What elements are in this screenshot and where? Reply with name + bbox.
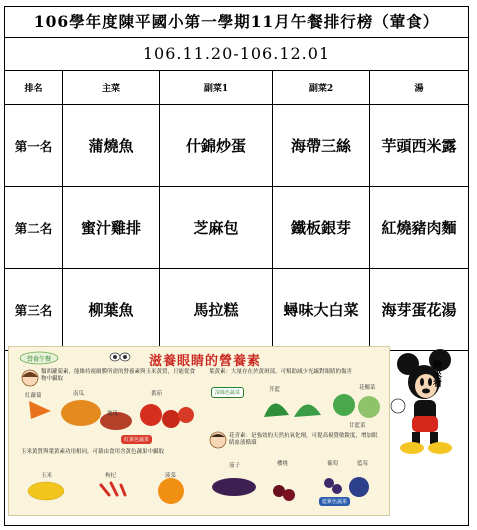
side1-cell: 馬拉糕 <box>160 269 273 351</box>
food-label: 花椰菜 <box>359 385 376 391</box>
left-text: 類胡蘿蔔素，能維持視網膜所需的營養素與玉米黃質，只能從食物中攝取 <box>41 369 196 382</box>
table-row <box>5 269 468 351</box>
header-main: 主菜 <box>63 70 160 105</box>
badge-dark-green: 深綠色蔬菜 <box>211 387 244 398</box>
right-text: 葉黃素：大量存在於黃斑部，可幫助減少光線對眼睛的傷害 <box>209 369 353 375</box>
food-label: 玉米 <box>41 473 53 479</box>
badge-blue-purple: 藍紫色蔬果 <box>319 497 350 506</box>
right-text-2: 花青素：是強效的天然抗氧化劑，可提高視覺敏銳度，增加眼睛血液循環 <box>229 433 378 446</box>
mickey-icon <box>390 346 465 456</box>
table-row <box>5 105 468 187</box>
poster-title: 滋養眼睛的營養素 <box>149 354 262 369</box>
side2-cell: 海帶三絲 <box>273 105 370 187</box>
mickey-figure <box>390 346 465 456</box>
food-label: 藍莓 <box>357 461 369 467</box>
nutrition-poster <box>8 346 390 516</box>
soup-cell: 海芽蛋花湯 <box>370 269 469 351</box>
soup-cell: 紅燒豬肉麵 <box>370 187 469 269</box>
food-label: 茄子 <box>229 463 241 469</box>
side2-cell: 蟳味大白菜 <box>273 269 370 351</box>
food-label: 甘藍菜 <box>349 423 366 429</box>
food-label: 菠菜 <box>165 473 177 479</box>
eyes-icon <box>109 349 131 365</box>
header-side1: 副菜1 <box>160 70 273 105</box>
food-label: 葡萄 <box>327 461 339 467</box>
badge-red-yellow: 紅黃色蔬果 <box>121 435 152 444</box>
header-rank: 排名 <box>5 70 63 105</box>
table-header-row <box>5 70 468 105</box>
food-label: 芥藍 <box>269 387 281 393</box>
rank-cell: 第一名 <box>5 105 63 187</box>
mickey-caption: 快來看 <box>431 360 441 387</box>
ranking-table <box>5 70 468 351</box>
left-text-2: 玉米黃質與葉黃素功用相同，可藉由食用含黃色蔬果中攝取 <box>21 449 165 455</box>
main-dish-cell: 蒲燒魚 <box>63 105 160 187</box>
main-dish-cell: 蜜汁雞排 <box>63 187 160 269</box>
side1-cell: 芝麻包 <box>160 187 273 269</box>
food-label: 枸杞 <box>105 473 117 479</box>
girl-icon <box>21 369 39 387</box>
poster-logo <box>19 351 59 365</box>
header-side2: 副菜2 <box>273 70 370 105</box>
side2-cell: 鐵板銀芽 <box>273 187 370 269</box>
logo-label: 營養午餐 <box>27 356 52 363</box>
header-soup: 湯 <box>370 70 469 105</box>
food-label: 地瓜 <box>107 411 119 417</box>
page-title: 106學年度陳平國小第一學期11月午餐排行榜（葷食） <box>5 7 468 38</box>
food-label: 南瓜 <box>73 391 85 397</box>
food-label: 番茄 <box>151 391 163 397</box>
food-label: 櫻桃 <box>277 461 289 467</box>
rank-cell: 第二名 <box>5 187 63 269</box>
rank-cell: 第三名 <box>5 269 63 351</box>
green-vegetables-icon <box>259 389 384 421</box>
table-row <box>5 187 468 269</box>
date-range: 106.11.20-106.12.01 <box>5 37 468 71</box>
poster-left-panel <box>21 369 201 505</box>
side1-cell: 什錦炒蛋 <box>160 105 273 187</box>
soup-cell: 芋頭西米露 <box>370 105 469 187</box>
food-label: 紅蘿蔔 <box>25 393 42 399</box>
purple-produce-icon <box>209 465 384 505</box>
main-dish-cell: 柳葉魚 <box>63 269 160 351</box>
poster-right-panel <box>209 369 384 505</box>
boy-icon <box>209 431 227 449</box>
